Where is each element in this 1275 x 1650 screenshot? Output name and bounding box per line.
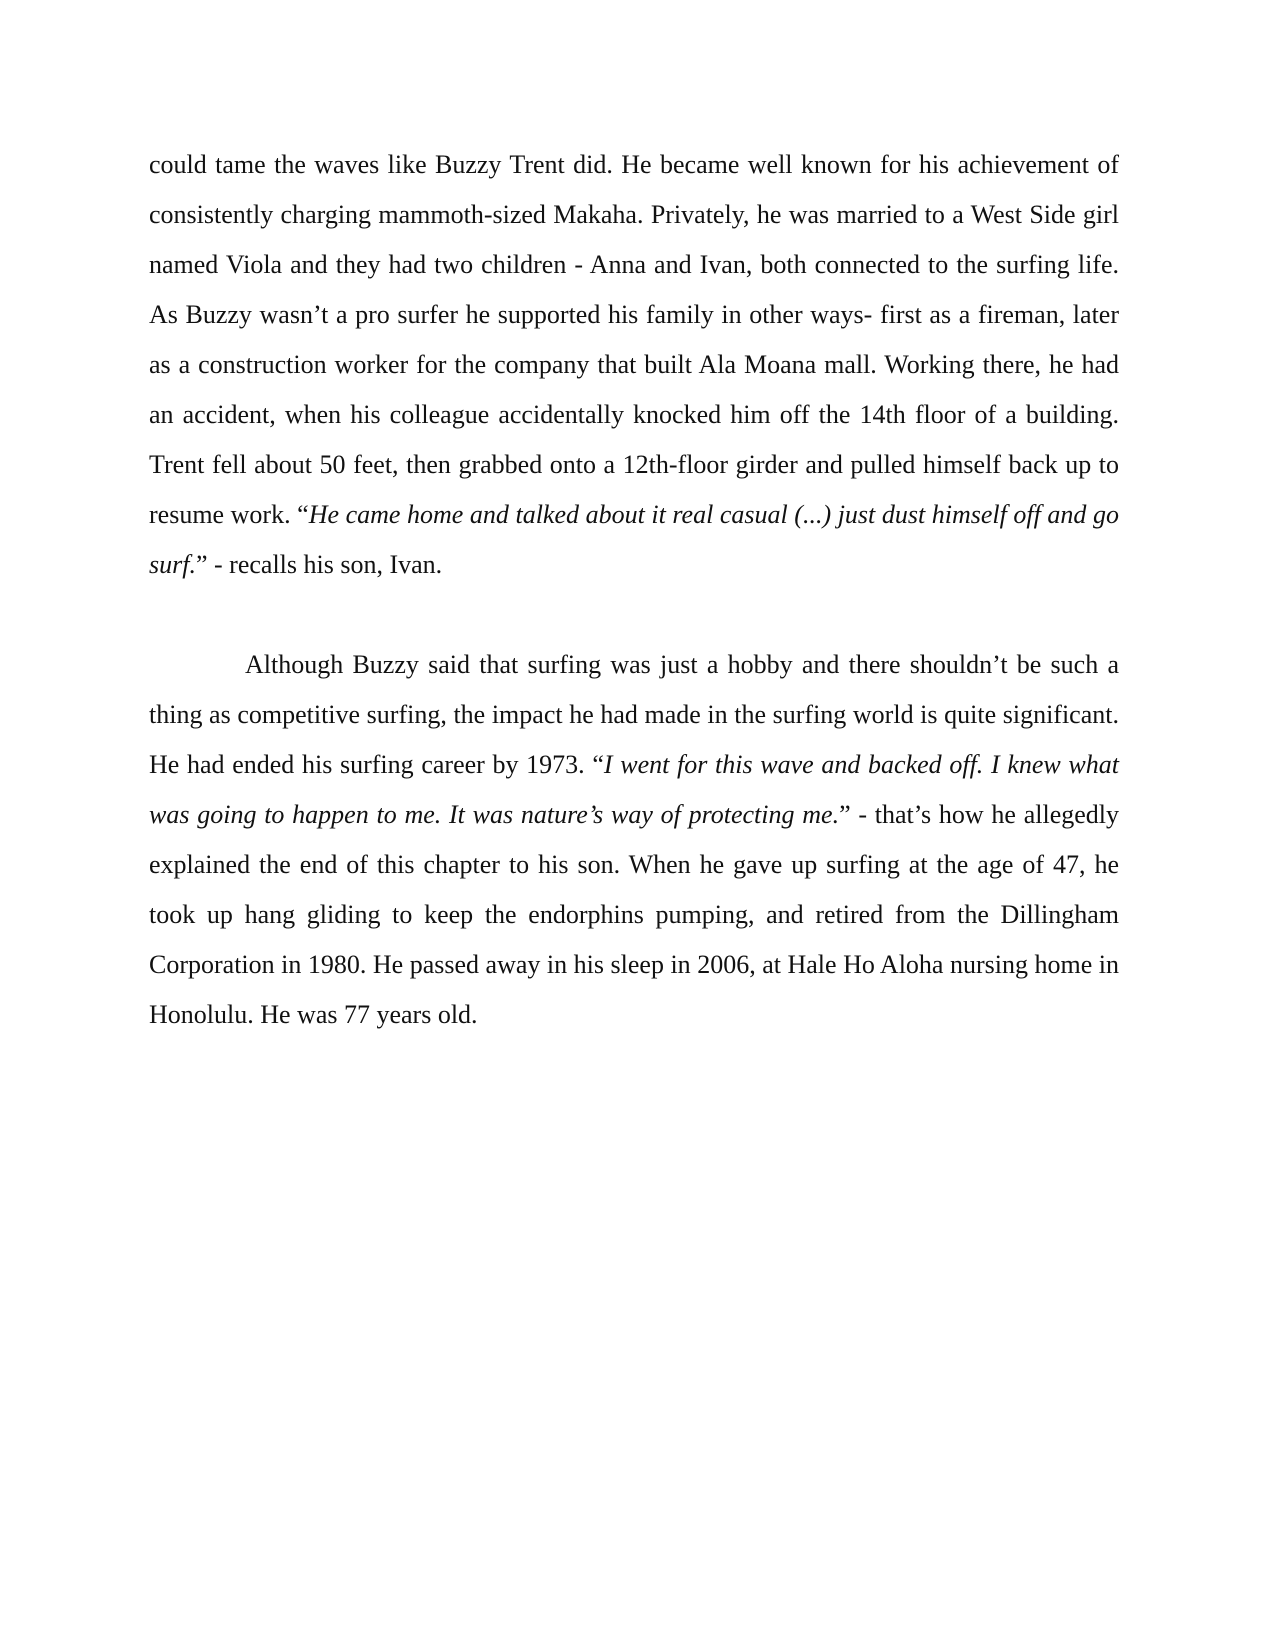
paragraph-2-quote: I went for this wave and backed off. I knew what was going to happen to me. It was nature’s way of protecting me.	[149, 750, 1119, 829]
paragraph-1	[149, 140, 1119, 590]
paragraph-1-attribution: ” - recalls his son, Ivan.	[195, 550, 443, 579]
paragraph-2-text: Although Buzzy said that surfing was just a hobby and there shouldn’t be such a thing as competitive surfing, the impact he had made in the surfing world is quite significant. He had ended his surfing career by 1973. “	[149, 650, 1119, 779]
paragraph-2	[149, 640, 1119, 1040]
document-body	[149, 140, 1119, 1040]
paragraph-1-quote: He came home and talked about it real casual (...) just dust himself off and go surf.	[149, 500, 1119, 579]
paragraph-2-continuation: ” - that’s how he allegedly explained the end of this chapter to his son. When he gave up surfing at the age of 47, he took up hang gliding to keep the endorphins pumping, and retired from the Dillingham Corporation in 1980. He passed away in his sleep in 2006, at Hale Ho Aloha nursing home in Honolulu. He was 77 years old.	[149, 800, 1119, 1029]
paragraph-1-text: could tame the waves like Buzzy Trent did. He became well known for his achievement of consistently charging mammoth-sized Makaha. Privately, he was married to a West Side girl named Viola and they had two children - Anna and Ivan, both connected to the surfing life. As Buzzy wasn’t a pro surfer he supported his family in other ways- first as a fireman, later as a construction worker for the company that built Ala Moana mall. Working there, he had an accident, when his colleague accidentally knocked him off the 14th floor of a building. Trent fell about 50 feet, then grabbed onto a 12th-floor girder and pulled himself back up to resume work. “	[149, 150, 1119, 529]
